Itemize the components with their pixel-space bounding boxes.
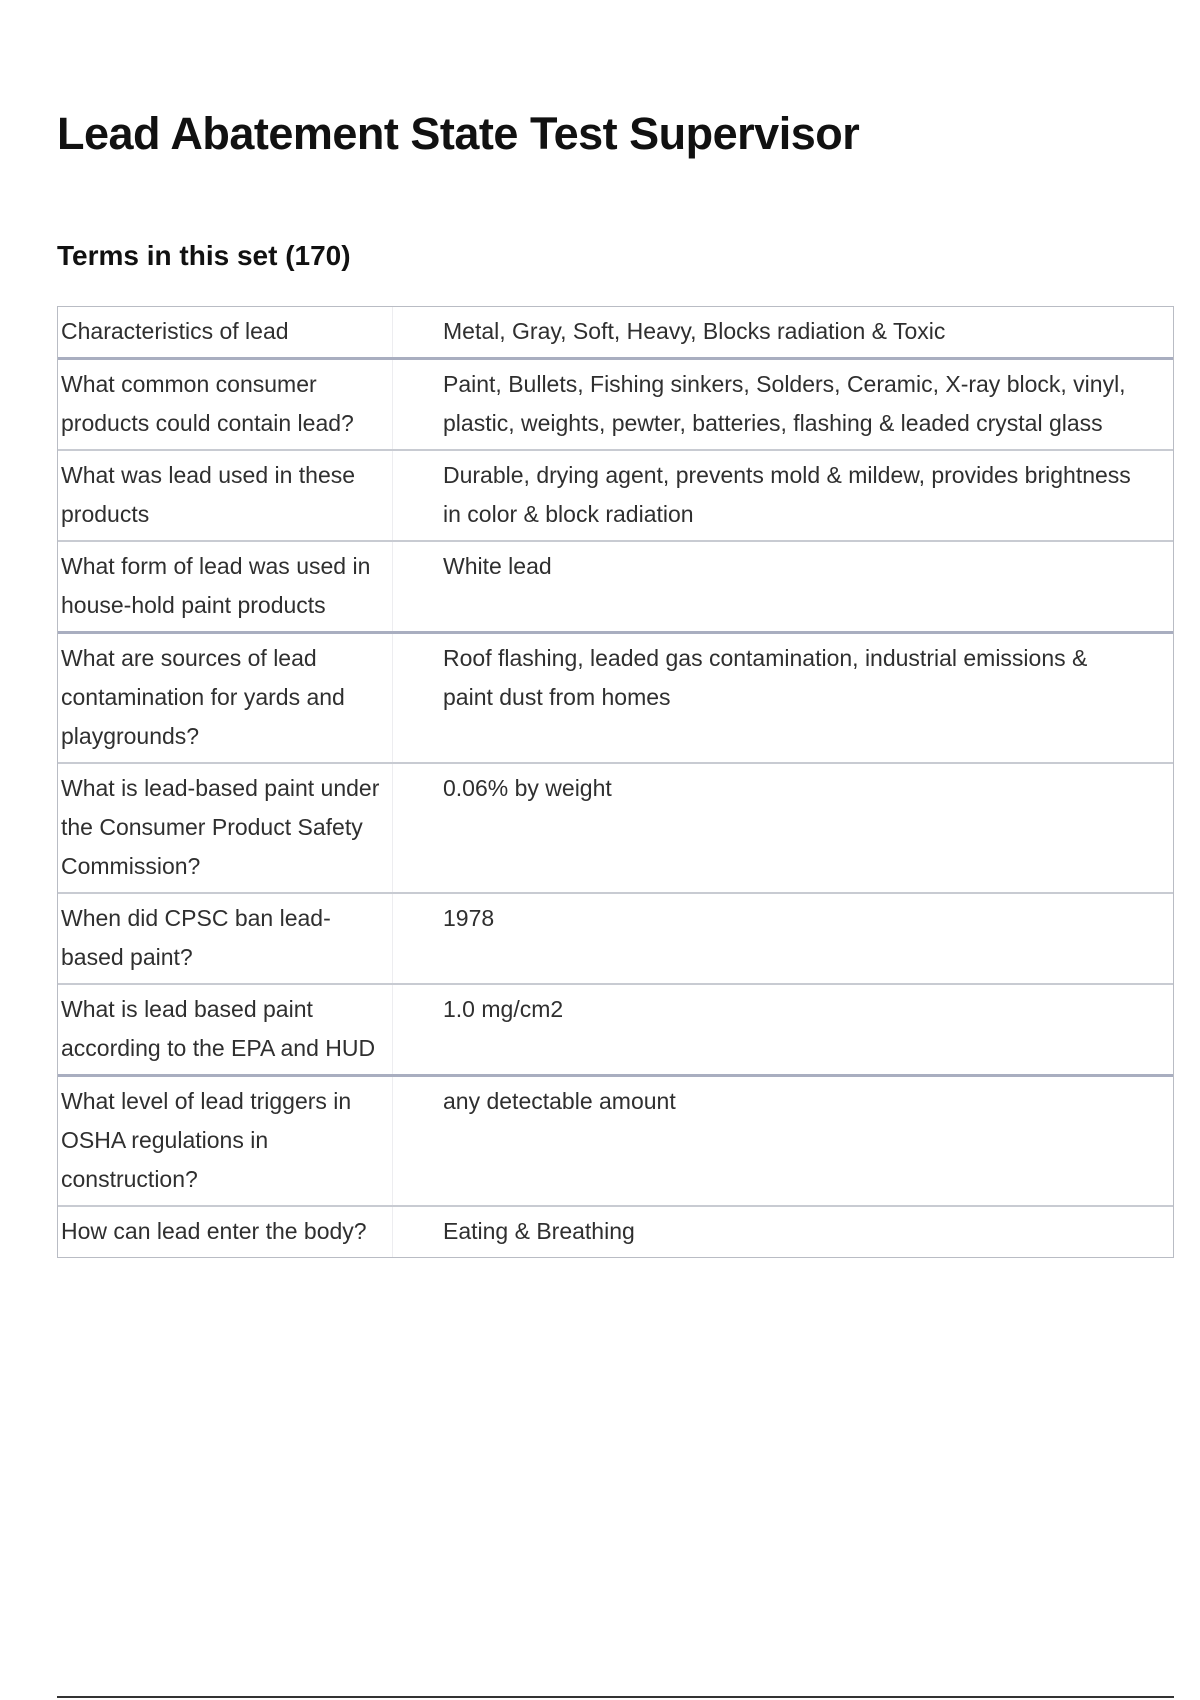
term-row <box>58 307 1173 360</box>
term-text: What common consumer products could contain lead? <box>58 360 393 449</box>
term-row <box>58 985 1173 1077</box>
term-row <box>58 542 1173 634</box>
definition-text: Eating & Breathing <box>443 1218 635 1244</box>
term-row <box>58 451 1173 542</box>
definition-text: White lead <box>443 553 552 579</box>
definition-text: Roof flashing, leaded gas contamination, industrial emissions & paint dust from homes <box>443 645 1088 710</box>
term-row <box>58 634 1173 764</box>
term-text: What level of lead triggers in OSHA regulations in construction? <box>58 1077 393 1205</box>
term-row <box>58 894 1173 985</box>
definition-text: any detectable amount <box>443 1088 676 1114</box>
page-title: Lead Abatement State Test Supervisor <box>57 108 860 159</box>
term-text: What are sources of lead contamination for yards and playgrounds? <box>58 634 393 762</box>
definition-text: Durable, drying agent, prevents mold & mildew, provides brightness in color & block radiation <box>443 462 1131 527</box>
term-row <box>58 1207 1173 1257</box>
term-text: How can lead enter the body? <box>58 1207 393 1257</box>
definition-text: 1.0 mg/cm2 <box>443 996 564 1022</box>
terms-count-heading: Terms in this set (170) <box>57 240 351 271</box>
term-row <box>58 360 1173 451</box>
definition-text: 0.06% by weight <box>443 775 612 801</box>
page-bottom-divider <box>57 1696 1174 1698</box>
definition-text: 1978 <box>443 905 495 931</box>
term-text: What is lead-based paint under the Consumer Product Safety Commission? <box>58 764 393 892</box>
terms-table <box>57 306 1174 1258</box>
term-row <box>58 764 1173 894</box>
definition-text: Paint, Bullets, Fishing sinkers, Solders, Ceramic, X-ray block, vinyl, plastic, weights, pewter, batteries, flashing & leaded crystal glass <box>443 371 1126 436</box>
term-text: What form of lead was used in house-hold paint products <box>58 542 393 631</box>
term-row <box>58 1077 1173 1207</box>
term-text: Characteristics of lead <box>58 307 393 357</box>
term-text: What was lead used in these products <box>58 451 393 540</box>
term-text: What is lead based paint according to the EPA and HUD <box>58 985 393 1074</box>
term-text: When did CPSC ban lead-based paint? <box>58 894 393 983</box>
definition-text: Metal, Gray, Soft, Heavy, Blocks radiation & Toxic <box>443 318 946 344</box>
